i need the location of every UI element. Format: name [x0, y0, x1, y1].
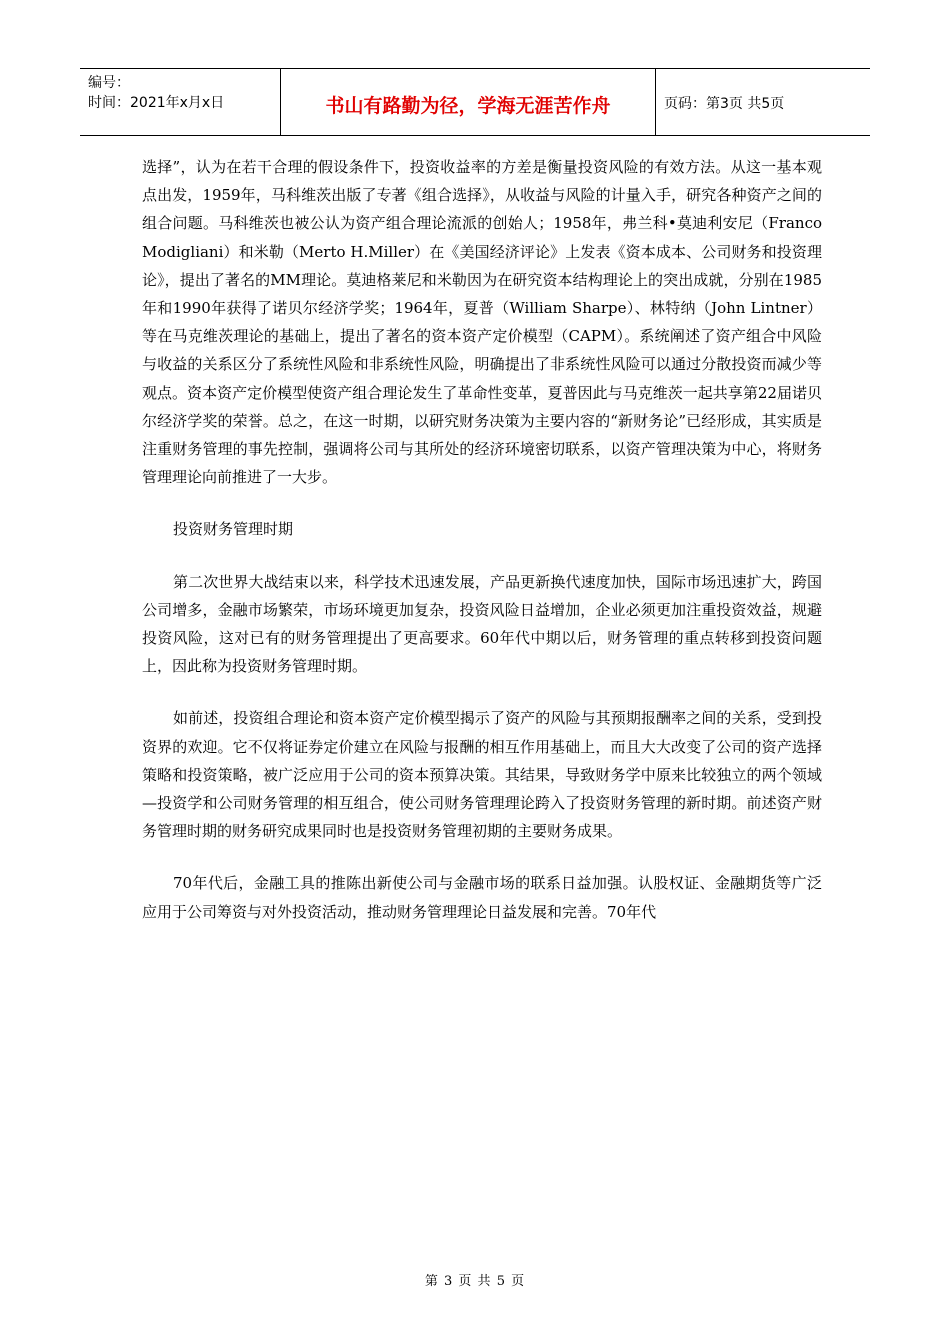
page-footer: 第 3 页 共 5 页 [424, 1274, 526, 1289]
header-motto: 书山有路勤为径，学海无涯苦作舟 [281, 69, 656, 135]
header-meta [80, 69, 281, 135]
section-heading: 投资财务管理时期 [173, 520, 294, 539]
header-page-info: 页码：第3页 共5页 [664, 96, 785, 112]
page-header [80, 68, 870, 136]
paragraph-1: 选择”，认为在若干合理的假设条件下，投资收益率的方差是衡量投资风险的有效方法。从这一基本观点出发，1959年，马科维茨出版了专著《组合选择》，从收益与风险的计量入手，研究各种资产之间的组合问题。马科维茨也被公认为资产组合理论流派的创始人；1958年，弗兰科•莫迪利安尼（Franco Modigliani）和米勒（Merto H.Miller）在《美国经济评论》上发表《资本成本、公司财务和投资理论》，提出了著名的MM理论。莫迪格莱尼和米勒因为在研究资本结构理论上的突出成就，分别在1985年和1990年获得了诺贝尔经济学奖；1964年，夏普（William Sharpe）、林特纳（John Lintner）等在马克维茨理论的基础上，提出了著名的资本资产定价模型（CAPM）。系统阐述了资产组合中风险与收益的关系区分了系统性风险和非系统性风险，明确提出了非系统性风险可以通过分散投资而减少等观点。资本资产定价模型使资产组合理论发生了革命性变革，夏普因此与马克维茨一起共享第22届诺贝尔经济学奖的荣誉。总之，在这一时期，以研究财务决策为主要内容的“新财务论”已经形成，其实质是注重财务管理的事先控制，强调将公司与其所处的经济环境密切联系，以资产管理决策为中心，将财务管理理论向前推进了一大步。 [142, 158, 822, 487]
paragraph-3: 如前述，投资组合理论和资本资产定价模型揭示了资产的风险与其预期报酬率之间的关系，受到投资界的欢迎。它不仅将证券定价建立在风险与报酬的相互作用基础上，而且大大改变了公司的资产选择策略和投资策略，被广泛应用于公司的资本预算决策。其结果，导致财务学中原来比较独立的两个领域—投资学和公司财务管理的相互组合，使公司财务管理理论跨入了投资财务管理的新时期。前述资产财务管理时期的财务研究成果同时也是投资财务管理初期的主要财务成果。 [142, 709, 822, 841]
document-body [142, 153, 822, 926]
document-date: 时间：2021年x月x日 [88, 95, 225, 111]
paragraph-2: 第二次世界大战结束以来，科学技术迅速发展，产品更新换代速度加快，国际市场迅速扩大，跨国公司增多，金融市场繁荣，市场环境更加复杂，投资风险日益增加，企业必须更加注重投资效益，规避投资风险，这对已有的财务管理提出了更高要求。60年代中期以后，财务管理的重点转移到投资问题上，因此称为投资财务管理时期。 [142, 572, 822, 676]
paragraph-4: 70年代后，金融工具的推陈出新使公司与金融市场的联系日益加强。认股权证、金融期货等广泛应用于公司筹资与对外投资活动，推动财务管理理论日益发展和完善。70年代 [142, 874, 822, 921]
document-number-label: 编号： [88, 75, 130, 91]
